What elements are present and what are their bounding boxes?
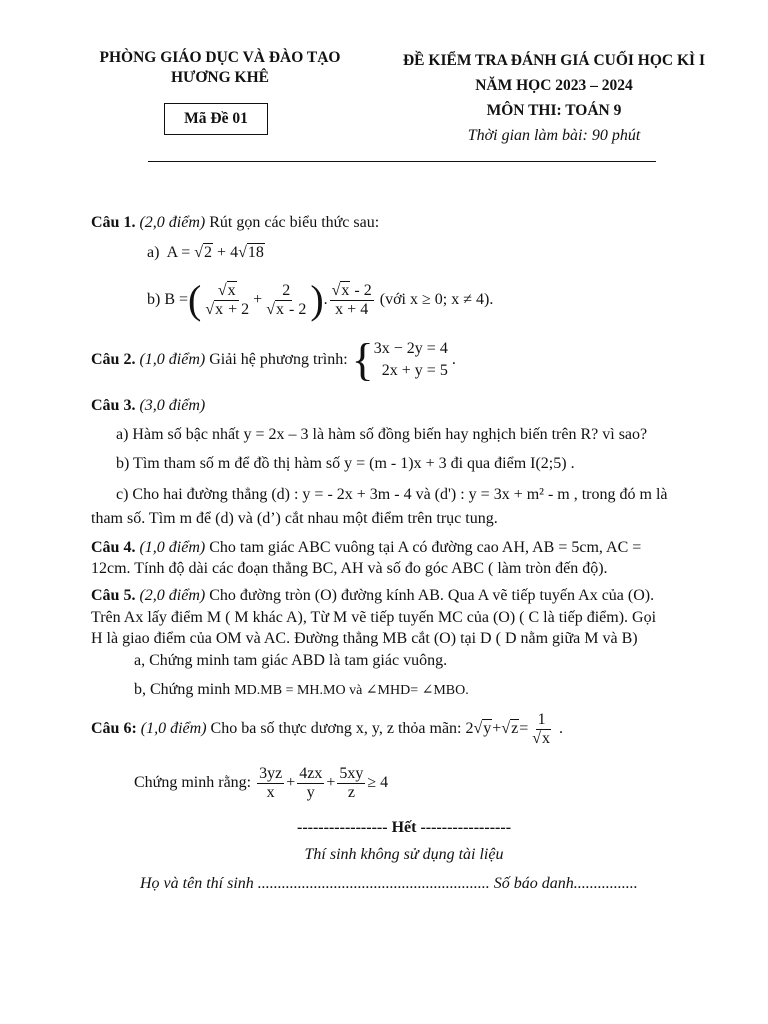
equation-2: 2x + y = 5 — [381, 362, 448, 379]
q6-label: Câu 6: — [91, 720, 137, 737]
q6-prove-text: Chứng minh rằng: — [134, 774, 252, 791]
q6-prove-line: Chứng minh rằng: $\frac{3yz}{x}$ + $\frac{4zx}{y}$ + $\frac{5xy}{z}$ ≥ 4 — [134, 764, 389, 801]
q5-points: (2,0 điểm) — [139, 587, 206, 604]
q6-rhs: ≥ 4 — [367, 774, 389, 791]
q1-text: Rút gọn các biểu thức sau: — [209, 214, 380, 231]
q1a-lhs: A = — [166, 244, 195, 261]
q5-label: Câu 5. — [91, 587, 136, 604]
q4-text-1: Cho tam giác ABC vuông tại A có đường cao AH, AB = 5cm, AC = — [209, 539, 642, 556]
q1a-prefix: a) — [147, 244, 160, 261]
q3-label: Câu 3. — [91, 397, 136, 414]
q1b-lhs: B = — [164, 291, 189, 308]
q4-line-1 — [91, 539, 641, 557]
q5b-line — [134, 681, 469, 699]
q1b-fraction-3: $\frac{√x - 2}{x + 4}$ — [331, 281, 372, 318]
q6-fraction-2: $\frac{4zx}{y}$ — [299, 764, 323, 801]
q4-line-2: 12cm. Tính độ dài các đoạn thẳng BC, AH và số đo góc ABC ( làm tròn đến độ). — [91, 560, 608, 577]
q1a-mid: + 4 — [213, 244, 239, 261]
q4-points: (1,0 điểm) — [139, 539, 206, 556]
left-paren: ( — [188, 277, 202, 322]
exam-code: Mã Đề 01 — [184, 110, 248, 127]
exam-title: ĐỀ KIỂM TRA ĐÁNH GIÁ CUỐI HỌC KÌ I — [402, 52, 705, 69]
q2-points: (1,0 điểm) — [139, 351, 206, 368]
q1-points: (2,0 điểm) — [139, 214, 206, 231]
subject: MÔN THI: TOÁN 9 — [486, 102, 622, 119]
q3a-text: a) Hàm số bậc nhất y = 2x – 3 là hàm số đồng biến hay nghịch biến trên R? vì sao? — [116, 426, 648, 443]
q2-heading: Câu 2. (1,0 điểm) Giải hệ phương trình: { 3x − 2y = 4 2x + y = 5 . — [91, 334, 456, 385]
right-paren: ) — [310, 277, 324, 322]
exam-code-box — [164, 103, 268, 135]
q2-label: Câu 2. — [91, 351, 136, 368]
q1-label: Câu 1. — [91, 214, 136, 231]
q2-text: Giải hệ phương trình: — [209, 351, 348, 368]
q1-heading — [91, 214, 379, 232]
equation-1: 3x − 2y = 4 — [373, 340, 448, 357]
q3-points: (3,0 điểm) — [139, 397, 206, 414]
q5-line-3: H là giao điểm của OM và AC. Đường thẳng MB cắt (O) tại D ( D nằm giữa M và B) — [91, 630, 638, 647]
q5-line-2: Trên Ax lấy điểm M ( M khác A), Từ M vẽ tiếp tuyến MC của (O) ( C là tiếp điểm). Gọi — [91, 609, 657, 626]
department-name — [88, 48, 352, 88]
q1b-condition: (với x ≥ 0; x ≠ 4). — [379, 291, 494, 308]
q1b-fraction-2: $\frac{2}{√x - 2}$ — [266, 281, 307, 318]
q6-points: (1,0 điểm) — [140, 720, 207, 737]
q5b-expression: MD.MB = MH.MO và ∠MHD= ∠MBO. — [234, 683, 469, 698]
header-divider — [148, 161, 656, 162]
sqrt-18: √18 — [238, 244, 264, 261]
q1a-expression — [147, 244, 265, 262]
q5-text-1: Cho đường tròn (O) đường kính AB. Qua A vẽ tiếp tuyến Ax của (O). — [209, 587, 655, 604]
q6-text: Cho ba số thực dương x, y, z thỏa mãn: — [210, 720, 462, 737]
exam-title-block — [372, 48, 736, 148]
no-materials-note: Thí sinh không sử dụng tài liệu — [304, 846, 504, 863]
q4-label: Câu 4. — [91, 539, 136, 556]
q6-line-1 — [91, 706, 563, 752]
equation-system — [374, 338, 448, 382]
department-line1: PHÒNG GIÁO DỤC VÀ ĐÀO TẠO — [99, 49, 341, 66]
q5b-text: b, Chứng minh — [134, 681, 231, 698]
q1b-expression: b) B = ( $\frac{√x}{√x + 2}$ + $\frac{2}{√x - 2}$ ) . $\frac{√x - 2}{x + 4}$ (với x ≥ 0; x ≠ 4). — [147, 277, 494, 322]
q3b-text: b) Tìm tham số m để đồ thị hàm số y = (m - 1)x + 3 đi qua điểm I(2;5) . — [116, 455, 575, 472]
sqrt-2: √2 — [194, 244, 213, 261]
q6-condition: 2 √y + √z = $\frac{1}{√x}$ . — [465, 710, 564, 747]
q1b-fraction-1: $\frac{√x}{√x + 2}$ — [205, 281, 250, 318]
department-line2: HƯƠNG KHÊ — [170, 69, 270, 86]
school-year: NĂM HỌC 2023 – 2024 — [475, 77, 633, 94]
q5a-text: a, Chứng minh tam giác ABD là tam giác vuông. — [134, 652, 448, 669]
q3c-text-2: tham số. Tìm m để (d) và (d’) cắt nhau một điểm trên trục tung. — [91, 510, 498, 527]
q3c-text-1: c) Cho hai đường thẳng (d) : y = - 2x + 3m - 4 và (d') : y = 3x + m² - m , trong đó m là — [116, 486, 668, 503]
duration: Thời gian làm bài: 90 phút — [467, 127, 641, 144]
q5-line-1 — [91, 587, 654, 605]
candidate-info-line: Họ và tên thí sinh .......................................................... Số báo danh................ — [140, 875, 638, 892]
system-brace: { — [351, 334, 374, 385]
q3-heading — [91, 397, 205, 415]
q1b-prefix: b) — [147, 291, 161, 308]
q6-fraction-1: $\frac{3yz}{x}$ — [259, 764, 283, 801]
q6-fraction-3: $\frac{5xy}{z}$ — [339, 764, 364, 801]
end-marker: ----------------- Hết ----------------- — [296, 819, 512, 836]
